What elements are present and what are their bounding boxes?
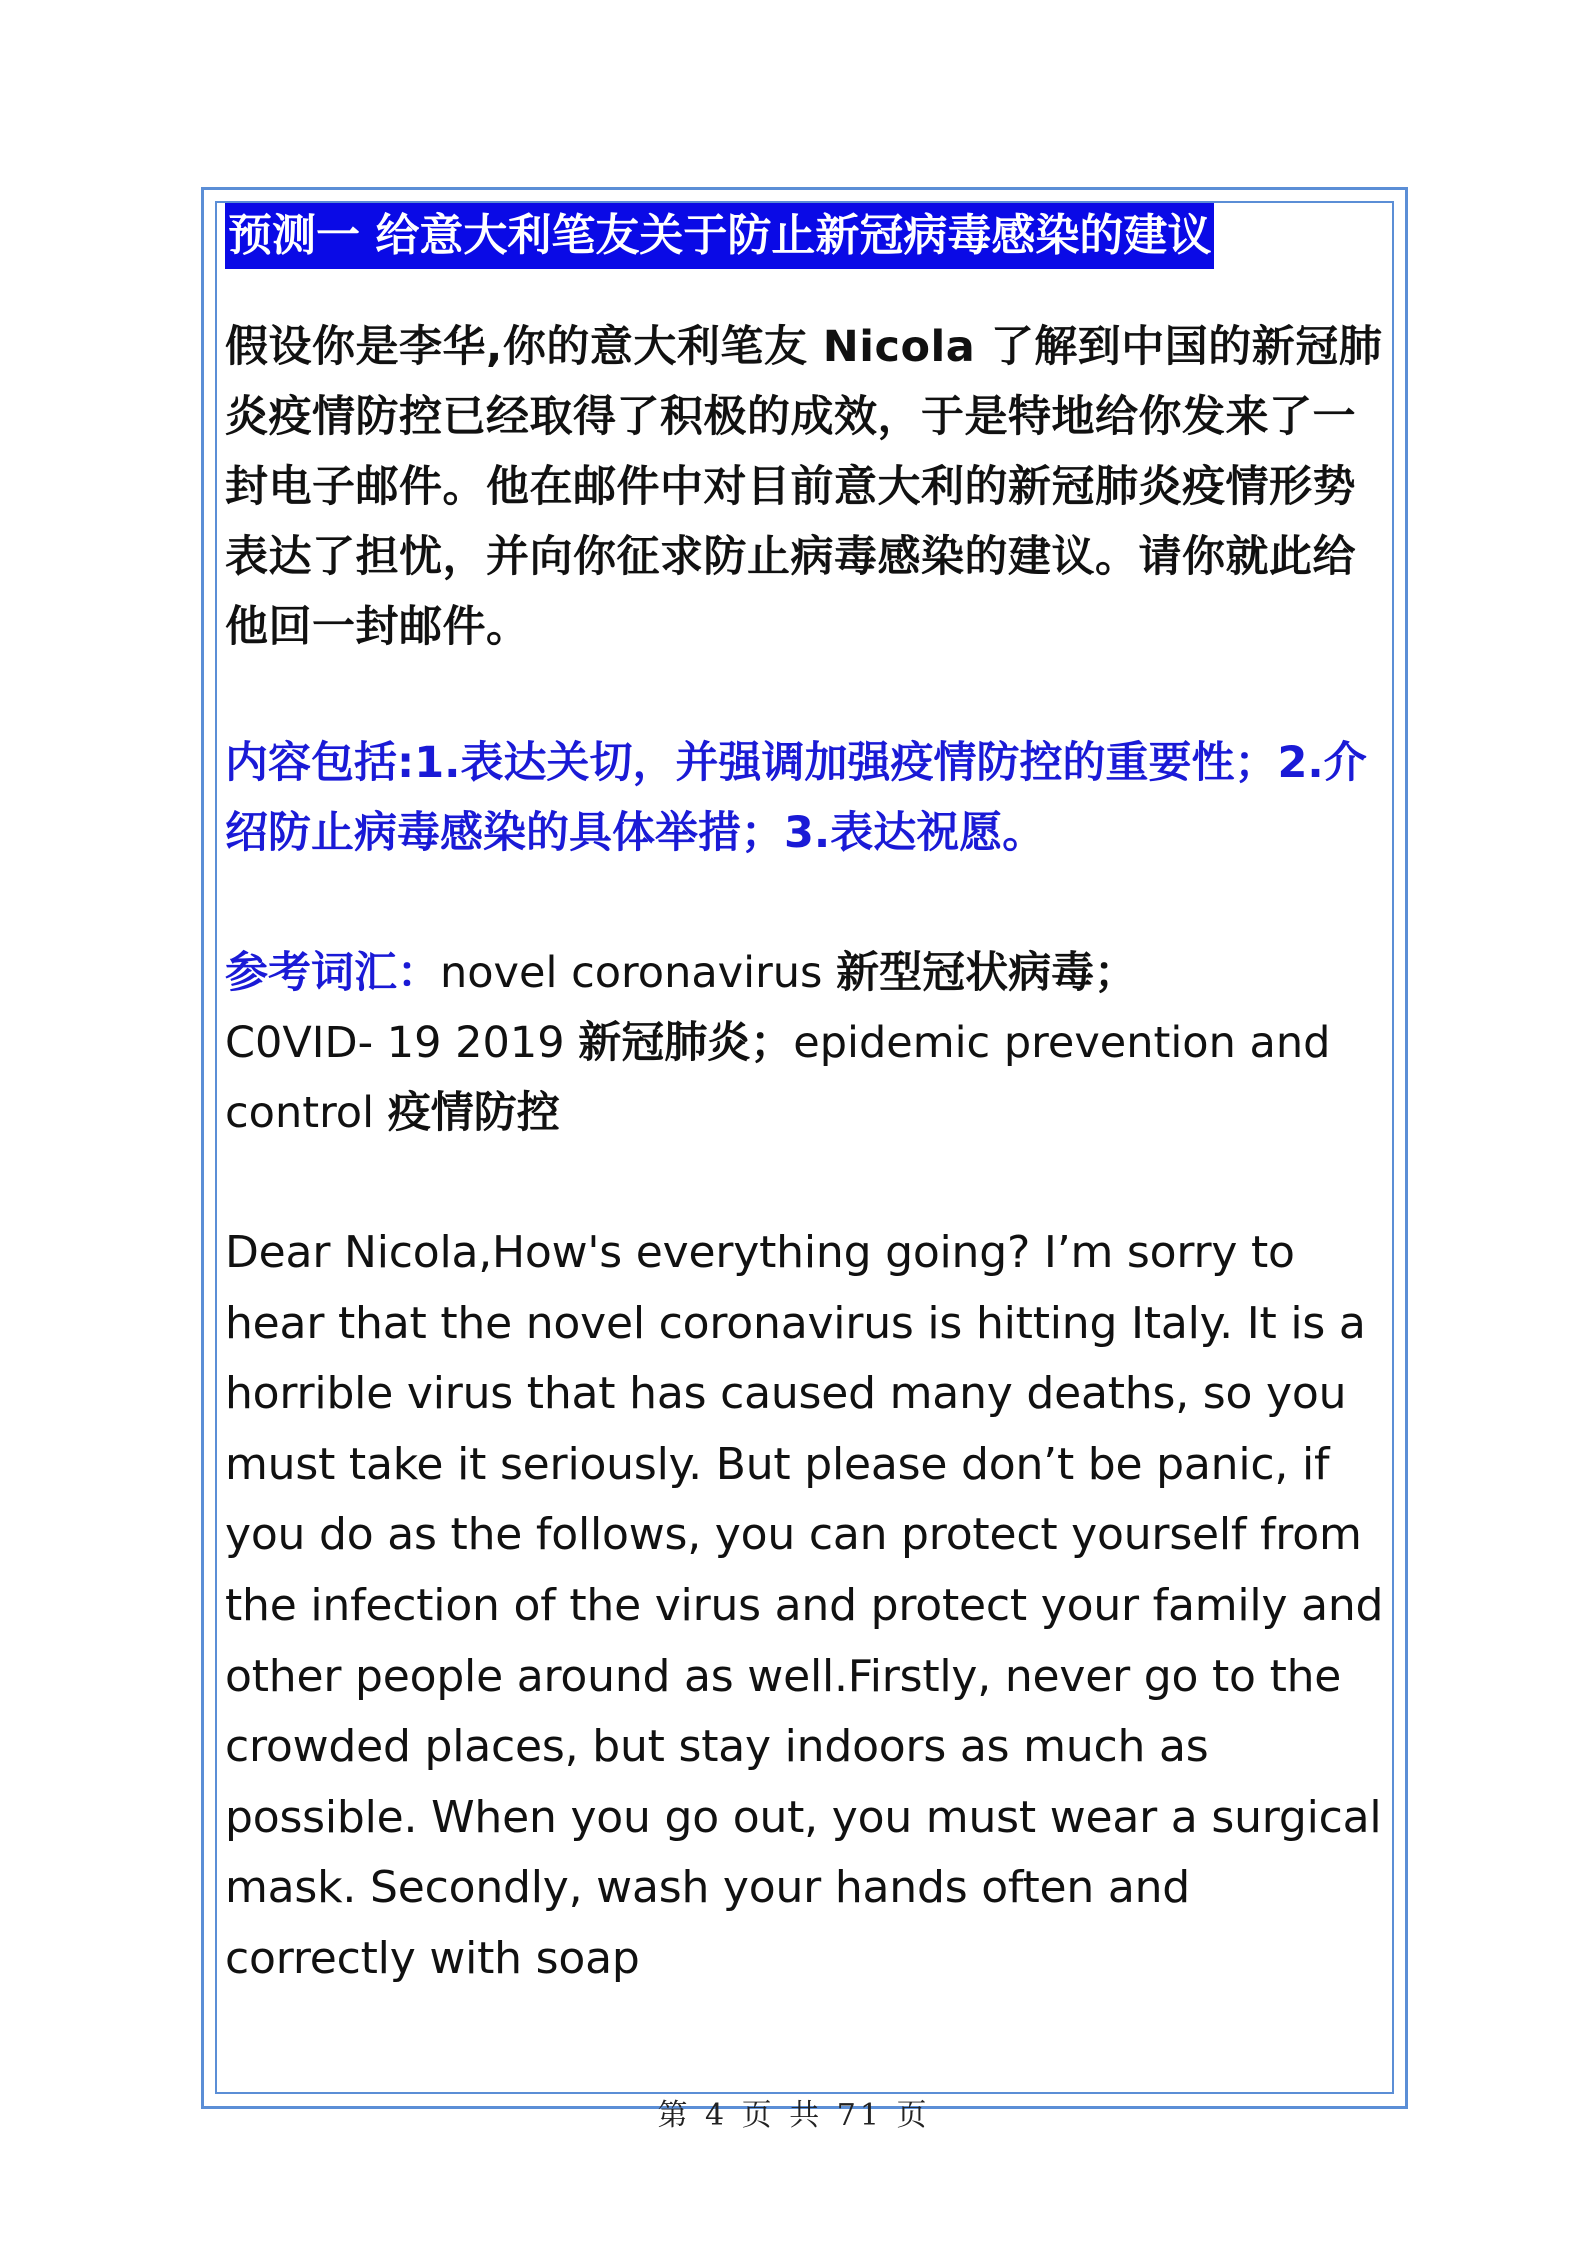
content-requirements: 内容包括:1.表达关切，并强调加强疫情防控的重要性；2.介绍防止病毒感染的具体举措；3.表达祝愿。 xyxy=(225,738,1367,858)
vocab-term-2: C0VID- 19 2019 xyxy=(225,1018,579,1068)
vocab-gloss-3: 疫情防控 xyxy=(387,1088,560,1138)
page-number-footer: 第 4 页 共 71 页 xyxy=(657,2098,931,2133)
sample-letter: Dear Nicola,How's everything going? I’m sorry to hear that the novel coronavirus is hitting Italy. It is a horrible virus that has caused many deaths, so you must take it seriously. But please don’t be panic, if you do as the follows, you can protect yourself from the infection of the virus and protect your family and other people around as well.Firstly, never go to the crowded places, but stay indoors as much as possible. When you go out, you must wear a surgical mask. Secondly, wash your hands often and correctly with soap xyxy=(225,1227,1384,1984)
document-title: 预测一 给意大利笔友关于防止新冠病毒感染的建议 xyxy=(225,203,1214,269)
vocab-gloss-2: 新冠肺炎； xyxy=(578,1018,794,1068)
reference-vocabulary xyxy=(225,938,1390,1148)
vocab-term-3: epidemic prevention and control xyxy=(225,1018,1331,1138)
writing-prompt: 假设你是李华,你的意大利笔友 Nicola 了解到中国的新冠肺炎疫情防控已经取得了积极的成效，于是特地给你发来了一封电子邮件。他在邮件中对目前意大利的新冠肺炎疫情形势表达了担忧，并向你征求防止病毒感染的建议。请你就此给他回一封邮件。 xyxy=(225,322,1383,652)
vocab-term-1: novel coronavirus xyxy=(440,948,837,998)
vocab-gloss-1: 新型冠状病毒； xyxy=(836,948,1138,998)
vocab-lead: 参考词汇： xyxy=(225,948,440,998)
document-body xyxy=(225,203,1390,1995)
